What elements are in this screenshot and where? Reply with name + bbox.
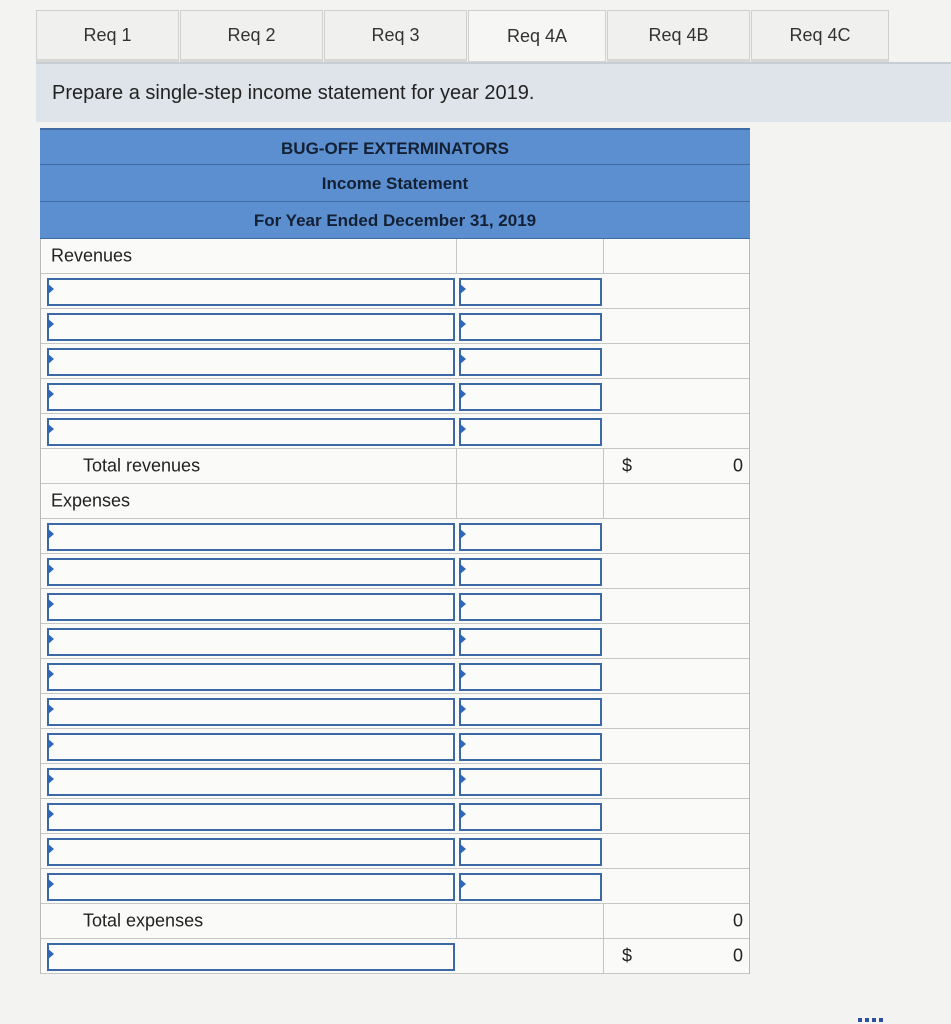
expense-line-row [41,554,749,589]
tab-label: Req 2 [227,24,276,45]
input-flag-icon [47,843,54,855]
input-flag-icon [47,598,54,610]
tab-label: Req 1 [83,24,132,45]
expense-line-row [41,834,749,869]
revenue-account-input[interactable] [47,313,455,341]
expense-account-input[interactable] [47,733,455,761]
expense-amount-input[interactable] [459,663,602,691]
input-flag-icon [459,353,466,365]
input-flag-icon [459,423,466,435]
input-flag-icon [47,528,54,540]
input-flag-icon [47,318,54,330]
input-flag-icon [459,283,466,295]
input-flag-icon [47,878,54,890]
input-flag-icon [47,948,54,960]
expense-account-input[interactable] [47,768,455,796]
expense-account-input[interactable] [47,558,455,586]
expense-account-input[interactable] [47,523,455,551]
total-expenses-label: Total expenses [83,910,204,931]
expenses-label: Expenses [51,490,131,511]
requirement-tabs [36,10,951,66]
revenue-account-input[interactable] [47,278,455,306]
net-income-label-input[interactable] [47,943,455,971]
expense-amount-input[interactable] [459,698,602,726]
expense-amount-input[interactable] [459,838,602,866]
company-name: BUG-OFF EXTERMINATORS [40,128,750,165]
input-flag-icon [459,878,466,890]
instruction-bar [36,62,951,122]
statement-period: For Year Ended December 31, 2019 [40,202,750,239]
tab-req-3[interactable] [324,10,467,62]
expense-account-input[interactable] [47,873,455,901]
expense-line-row [41,764,749,799]
revenue-amount-input[interactable] [459,418,602,446]
net-income-row [41,939,749,974]
tab-req-4b[interactable] [607,10,750,62]
revenue-account-input[interactable] [47,418,455,446]
total-expenses-value: 0 [732,910,743,931]
revenue-amount-input[interactable] [459,278,602,306]
revenue-account-input[interactable] [47,348,455,376]
expense-amount-input[interactable] [459,768,602,796]
revenue-line-row [41,309,749,344]
total-revenues-label: Total revenues [83,455,201,476]
expense-line-row [41,624,749,659]
input-flag-icon [459,668,466,680]
expense-line-row [41,589,749,624]
tab-label: Req 4C [789,24,851,45]
expense-account-input[interactable] [47,803,455,831]
input-flag-icon [459,738,466,750]
revenue-account-input[interactable] [47,383,455,411]
input-flag-icon [47,703,54,715]
instruction-text: Prepare a single-step income statement for year 2019. [52,81,535,104]
input-flag-icon [47,563,54,575]
total-revenues-row [41,449,749,484]
expense-amount-input[interactable] [459,803,602,831]
revenue-line-row [41,344,749,379]
expense-amount-input[interactable] [459,523,602,551]
input-flag-icon [459,318,466,330]
revenue-line-row [41,379,749,414]
statement-title: Income Statement [40,165,750,202]
input-flag-icon [47,633,54,645]
input-flag-icon [459,843,466,855]
expense-account-input[interactable] [47,593,455,621]
total-revenues-value: 0 [732,455,743,476]
expense-account-input[interactable] [47,628,455,656]
revenues-label: Revenues [51,245,133,266]
input-flag-icon [459,773,466,785]
expense-account-input[interactable] [47,698,455,726]
revenue-amount-input[interactable] [459,313,602,341]
tab-req-2[interactable] [180,10,323,62]
expense-line-row [41,694,749,729]
expense-account-input[interactable] [47,663,455,691]
income-statement [40,128,750,974]
expense-line-row [41,869,749,904]
revenue-amount-input[interactable] [459,383,602,411]
input-flag-icon [47,283,54,295]
input-flag-icon [459,633,466,645]
tab-req-4a[interactable] [468,10,606,62]
expense-line-row [41,659,749,694]
input-flag-icon [47,423,54,435]
revenue-amount-input[interactable] [459,348,602,376]
expense-amount-input[interactable] [459,558,602,586]
tab-label: Req 4A [506,25,568,46]
input-flag-icon [459,808,466,820]
input-flag-icon [459,563,466,575]
net-income-value: 0 [732,945,743,966]
page-indicator-dots [858,1018,884,1022]
revenue-line-row [41,274,749,309]
net-income-currency: $ [622,945,633,966]
input-flag-icon [47,668,54,680]
tab-req-4c[interactable] [751,10,889,62]
revenue-line-row [41,414,749,449]
expenses-header-row [41,484,749,519]
input-flag-icon [47,808,54,820]
expense-line-row [41,729,749,764]
input-flag-icon [459,703,466,715]
expense-amount-input[interactable] [459,733,602,761]
expense-account-input[interactable] [47,838,455,866]
input-flag-icon [47,388,54,400]
input-flag-icon [459,388,466,400]
input-flag-icon [47,353,54,365]
tab-req-1[interactable] [36,10,179,62]
expense-amount-input[interactable] [459,873,602,901]
tab-label: Req 3 [371,24,420,45]
input-flag-icon [459,528,466,540]
statement-grid [40,239,750,974]
expense-amount-input[interactable] [459,593,602,621]
input-flag-icon [459,598,466,610]
tab-label: Req 4B [648,24,709,45]
expense-line-row [41,519,749,554]
total-expenses-row [41,904,749,939]
input-flag-icon [47,738,54,750]
revenues-header-row [41,239,749,274]
expense-amount-input[interactable] [459,628,602,656]
total-revenues-currency: $ [622,455,633,476]
expense-line-row [41,799,749,834]
input-flag-icon [47,773,54,785]
